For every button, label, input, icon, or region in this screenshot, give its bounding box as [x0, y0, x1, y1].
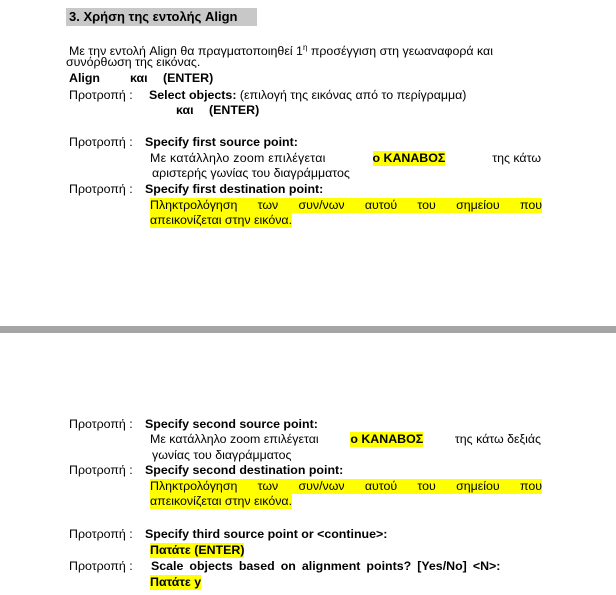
prompt-label: Προτροπή :: [69, 527, 133, 541]
step-select-objects: [149, 88, 466, 103]
page-break: [0, 326, 616, 333]
grid-highlight: ο ΚΑΝΑΒΟΣ: [350, 432, 424, 446]
prompt-text: Specify first source point:: [145, 135, 298, 149]
intro-text-after: προσέγγιση στη γεωαναφορά και: [307, 44, 493, 59]
desc-after: της κάτω: [492, 151, 541, 165]
desc-before: Με κατάλληλο zoom επιλέγεται: [150, 432, 319, 446]
prompt-label: Προτροπή :: [69, 463, 133, 477]
command-and: και: [130, 71, 148, 85]
destination-desc-line-2: απεικονίζεται στην εικόνα.: [150, 494, 293, 508]
desc-line-2: γωνίας του διαγράμματος: [152, 448, 292, 462]
prompt-label: Προτροπή :: [69, 182, 133, 196]
desc-after: της κάτω δεξιάς: [454, 432, 541, 446]
destination-desc-line-1: Πληκτρολόγηση των συν/νων αυτού του σημείου που: [150, 198, 542, 212]
answer-yes: Πατάτε y: [150, 575, 202, 589]
prompt-text: Specify third source point or <continue>:: [145, 527, 388, 541]
grid-highlight: ο ΚΑΝΑΒΟΣ: [372, 151, 446, 165]
prompt-text: Scale objects based on alignment points? [Yes/No] <N>:: [151, 559, 501, 573]
intro-superscript: η: [302, 43, 308, 52]
command-enter: (ENTER): [163, 71, 214, 85]
step-select-enter: (ENTER): [209, 103, 260, 117]
prompt-label: Προτροπή :: [69, 559, 133, 573]
prompt-label: Προτροπή :: [69, 417, 133, 431]
prompt-note: (επιλογή της εικόνας από το περίγραμμα): [236, 88, 467, 102]
prompt-text: Specify second source point:: [145, 417, 318, 431]
step-second-source-desc: [150, 432, 541, 447]
step-select-and: και: [176, 103, 194, 117]
prompt-label: Προτροπή :: [69, 135, 133, 149]
desc-line-2: αριστερής γωνίας του διαγράμματος: [152, 166, 350, 180]
prompt-text: Specify second destination point:: [145, 463, 344, 477]
section-heading: 3. Χρήση της εντολής Align: [66, 8, 257, 26]
answer-enter: Πατάτε (ENTER): [150, 543, 245, 557]
desc-before: Με κατάλληλο zoom επιλέγεται: [150, 151, 326, 165]
destination-desc-line-2: απεικονίζεται στην εικόνα.: [150, 213, 293, 227]
destination-desc-line-1: Πληκτρολόγηση των συν/νων αυτού του σημείου που: [150, 479, 542, 493]
intro-text-before: Με την εντολή Align θα πραγματοποιηθεί 1: [69, 44, 303, 59]
command-align: Align: [69, 71, 100, 85]
prompt-text: Specify first destination point:: [145, 182, 324, 196]
prompt-text: Select objects:: [149, 88, 237, 102]
intro-line-2: συνόρθωση της εικόνας.: [66, 55, 201, 69]
step-first-source-desc: [150, 151, 541, 166]
prompt-label: Προτροπή :: [69, 88, 133, 102]
